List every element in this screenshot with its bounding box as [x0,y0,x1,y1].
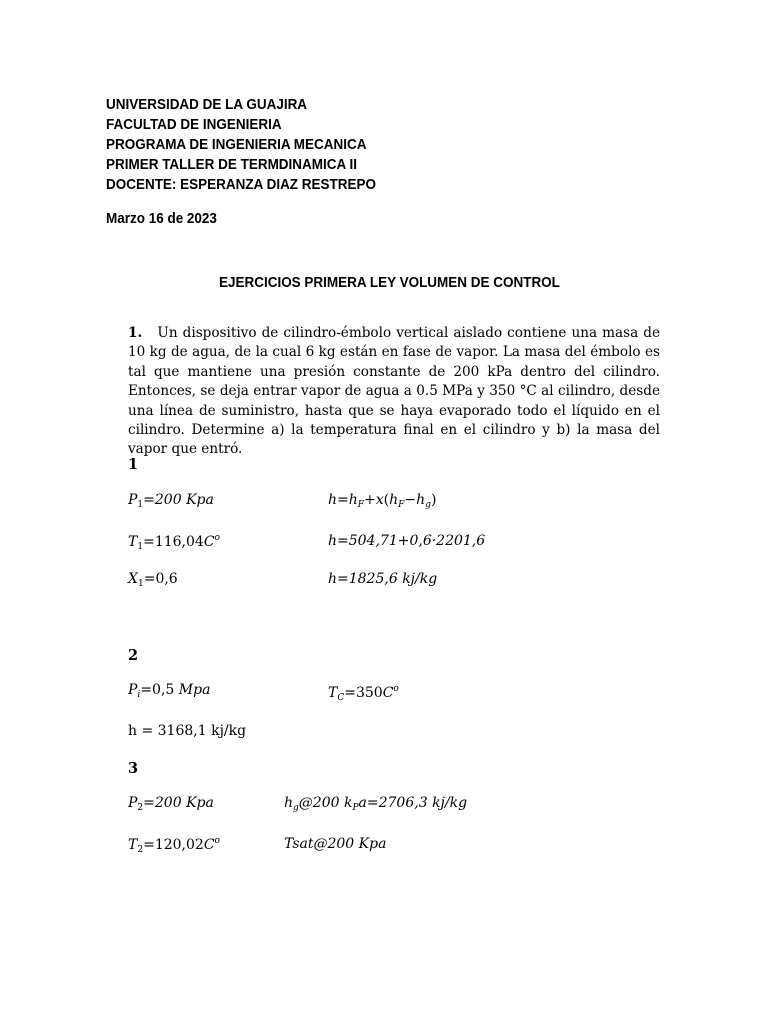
header-faculty: FACULTAD DE INGENIERIA [106,117,282,133]
state1-enthalpy-result [328,571,437,587]
state2-pi-value: 0,5 [152,682,175,698]
state1-h-result-unit: kj/kg [402,571,438,587]
state3-hg: $h_g@200$ $k_Pa=2706,3$ kj/kg [284,795,468,813]
state1-x1: $X_1=0,6$ [128,571,178,589]
state1-h-result-value: h=1825,6 [328,571,398,587]
state2-pi-unit: Mpa [178,682,211,698]
header-university: UNIVERSIDAD DE LA GUAJIRA [106,97,308,113]
state1-label: 1 [128,456,139,473]
header-program: PROGRAMA DE INGENIERIA MECANICA [106,137,367,153]
state1-h-subst: h=504,71+0,6·2201,6 [328,533,486,549]
state2-enthalpy: h = 3168,1 kj/kg [128,723,247,739]
problem-number: 1. [128,325,143,341]
state3-t2-value: 120,02 [154,837,204,853]
state1-enthalpy-formula: $h=h_F+x(h_F-h_g)$ [328,492,437,510]
header-teacher: DOCENTE: ESPERANZA DIAZ RESTREPO [106,177,376,193]
state3-p2-value: 200 Kpa [154,795,214,811]
state3-hg-at: @200 [298,795,340,811]
state3-tsat: Tsat@200 Kpa [284,836,387,852]
state2-tc: $T_C=350C^o$ [328,684,399,703]
problem-text: Un dispositivo de cilindro-émbolo vertical aislado contiene una masa de 10 kg de agua, de la cual 6 kg están en fase de vapor. La masa del émbolo es tal que mantiene una presión constante de 200 kPa dentro del cilindro. Entonces, se deja entrar vapor de agua a 0.5 MPa y 350 °C al cilindro, desde una línea de suministro, hasta que se haya evaporado todo el líquido en el cilindro. Determine a) la temperatura final en el cilindro y b) la masa del vapor que entró. [128,325,660,458]
state3-hg-unit: kj/kg [432,795,468,811]
state3-hg-value: =2706,3 [366,795,428,811]
state1-p1: $P_1=200$ Kpa [128,492,214,510]
document-date: Marzo 16 de 2023 [106,211,217,227]
problem-statement [128,324,660,460]
state2-pi: $P_i=0,5$ Mpa [128,682,211,700]
header-workshop: PRIMER TALLER DE TERMDINAMICA II [106,157,357,173]
document-title: EJERCICIOS PRIMERA LEY VOLUMEN DE CONTROL [219,275,560,291]
state1-t1-value: 116,04 [154,534,204,550]
state1-h-formula-start: h=h [328,492,358,508]
state1-p1-value: 200 Kpa [154,492,214,508]
state3-t2: $T_2=120,02C^o$ [128,836,220,855]
state2-tc-value: 350 [355,685,383,701]
state3-label: 3 [128,760,139,777]
state1-enthalpy-substitution [328,533,485,549]
state3-p2: $P_2=200$ Kpa [128,795,214,813]
state1-x1-value: 0,6 [155,571,178,587]
state1-t1: $T_1=116,04C^o$ [128,533,220,552]
state2-label: 2 [128,647,139,664]
